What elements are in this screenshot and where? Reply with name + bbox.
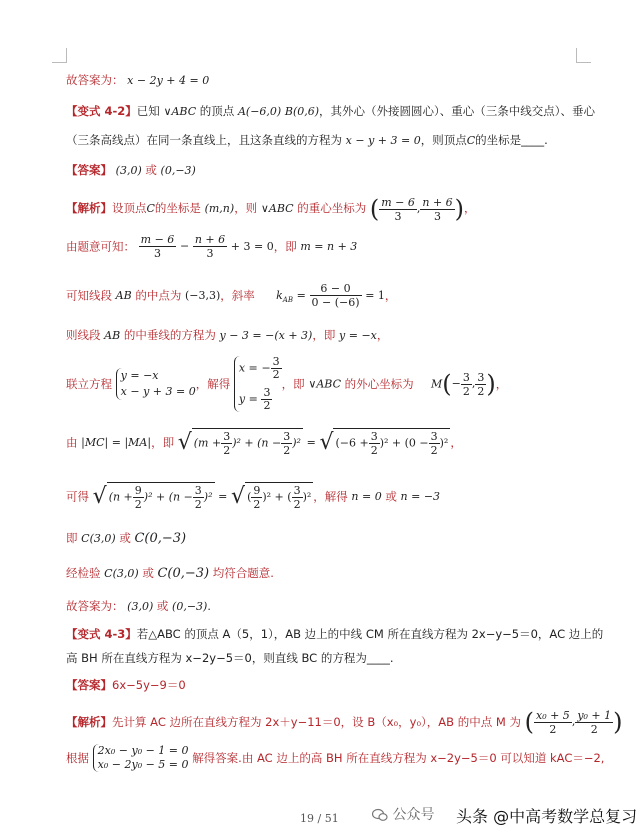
analysis-line-3: 可知线段 AB 的中点为 (−3,3)，斜率 $k_{AB}$ = $\frac{6 - 0}{0 - (-6)}$ = 1，	[66, 282, 397, 309]
analysis-line-6: 由 |MC| = |MA|，即 √ (m + $\frac{3}{2}$ )² + (n − $\frac{3}{2}$ )² = √ (−6 + $\frac{3}{2}$ )² + (0 − $\frac{3}{2}$ )² ，	[66, 430, 462, 457]
analysis-2-line-1: 【解析】先计算 AC 边所在直线方程为 2x＋y−11＝0，设 B（x₀，y₀），AB 的中点 M 为 ( $\frac{\text{x₀ + 5}}{2}$ , $\frac{\text{y₀ + 1}}{2}$ )	[66, 708, 623, 736]
watermark-author: 头条 @中高考数学总复习	[456, 807, 638, 826]
watermark-account: 公众号	[372, 804, 434, 824]
analysis-line-9: 经检验 C(3,0) 或 C(0,−3) 均符合题意.	[66, 566, 274, 581]
crop-mark-left	[52, 48, 67, 63]
variant-4-2-line-1: 【变式 4-2】已知 ∨ABC 的顶点 A(−6,0) B(0,6)，其外心（外接圆圆心）、重心（三条中线交点）、垂心	[66, 104, 596, 118]
answer-label: 故答案为：	[66, 73, 124, 87]
answer-block-1: 【答案】 (3,0) 或 (0,−3)	[66, 163, 196, 177]
answer-line-1	[66, 72, 209, 88]
answer-equation: x − 2y + 4 = 0	[127, 74, 210, 87]
answer-block-2: 【答案】6x−5y−9＝0	[66, 678, 186, 692]
variant-4-2-line-2: （三条高线点）在同一条直线上，且这条直线的方程为 x − y + 3 = 0，则顶点C的坐标是____.	[66, 133, 548, 147]
variant-4-3-line-2: 高 BH 所在直线方程为 x−2y−5＝0，则直线 BC 的方程为____.	[66, 651, 394, 665]
analysis-line-2: 由题意可知： $\frac{m - 6}{3}$ − $\frac{n + 6}{3}$ + 3 = 0，即 m = n + 3	[66, 233, 358, 260]
wechat-icon	[372, 808, 388, 822]
analysis-2-line-2: 根据 2x₀ − y₀ − 1 = 0 x₀ − 2y₀ − 5 = 0 解得答案.由 AC 边上的高 BH 所在直线方程为 x−2y−5＝0 可以知道 kAC＝−2,	[66, 744, 605, 771]
centroid-x: $\frac{m - 6}{3}$	[381, 195, 415, 223]
analysis-line-10: 故答案为： (3,0) 或 (0,−3).	[66, 599, 211, 613]
solution-system: x = − $\frac{3}{2}$ y = $\frac{3}{2}$	[234, 356, 282, 412]
crop-mark-right	[576, 48, 591, 63]
variant-4-2-tag: 【变式 4-2】	[66, 104, 137, 118]
analysis-line-5: 联立方程 y = −x x − y + 3 = 0 ，解得 x = − $\frac{3}{2}$ y = $\frac{3}{2}$ ，即 ∨ABC 的外心坐标为 M(− $\frac{3}{2}$ , $\frac{3}{2}$ )，	[66, 355, 508, 412]
page-number: 19 / 51	[300, 812, 339, 825]
variant-4-3-tag: 【变式 4-3】	[66, 627, 137, 641]
equation-system: y = −x x − y + 3 = 0	[116, 368, 196, 400]
analysis-line-7: 可得 √ (n + $\frac{9}{2}$ )² + (n − $\frac{3}{2}$ )² = √ ( $\frac{9}{2}$ )² + ( $\frac{3}{2}$ )² ，解得 n = 0 或 n = −3	[66, 484, 441, 511]
radical-1: (m + $\frac{3}{2}$ )² + (n − $\frac{3}{2}$ )²	[193, 430, 301, 457]
analysis-line-1: 【解析】设顶点C的坐标是 (m,n)，则 ∨ABC 的重心坐标为 ( $\frac{m - 6}{3}$ , $\frac{n + 6}{3}$ )，	[66, 195, 476, 223]
analysis-line-8: 即 C(3,0) 或 C(0,−3)	[66, 531, 187, 546]
variant-4-3-line-1: 【变式 4-3】若△ABC 的顶点 A（5，1），AB 边上的中线 CM 所在直线方程为 2x−y−5＝0，AC 边上的	[66, 627, 604, 641]
radical-2: (−6 + $\frac{3}{2}$ )² + (0 − $\frac{3}{2}$ )²	[335, 430, 449, 457]
analysis-line-4: 则线段 AB 的中垂线的方程为 y − 3 = −(x + 3)，即 y = −x，	[66, 328, 389, 342]
centroid-y: $\frac{n + 6}{3}$	[422, 195, 453, 223]
